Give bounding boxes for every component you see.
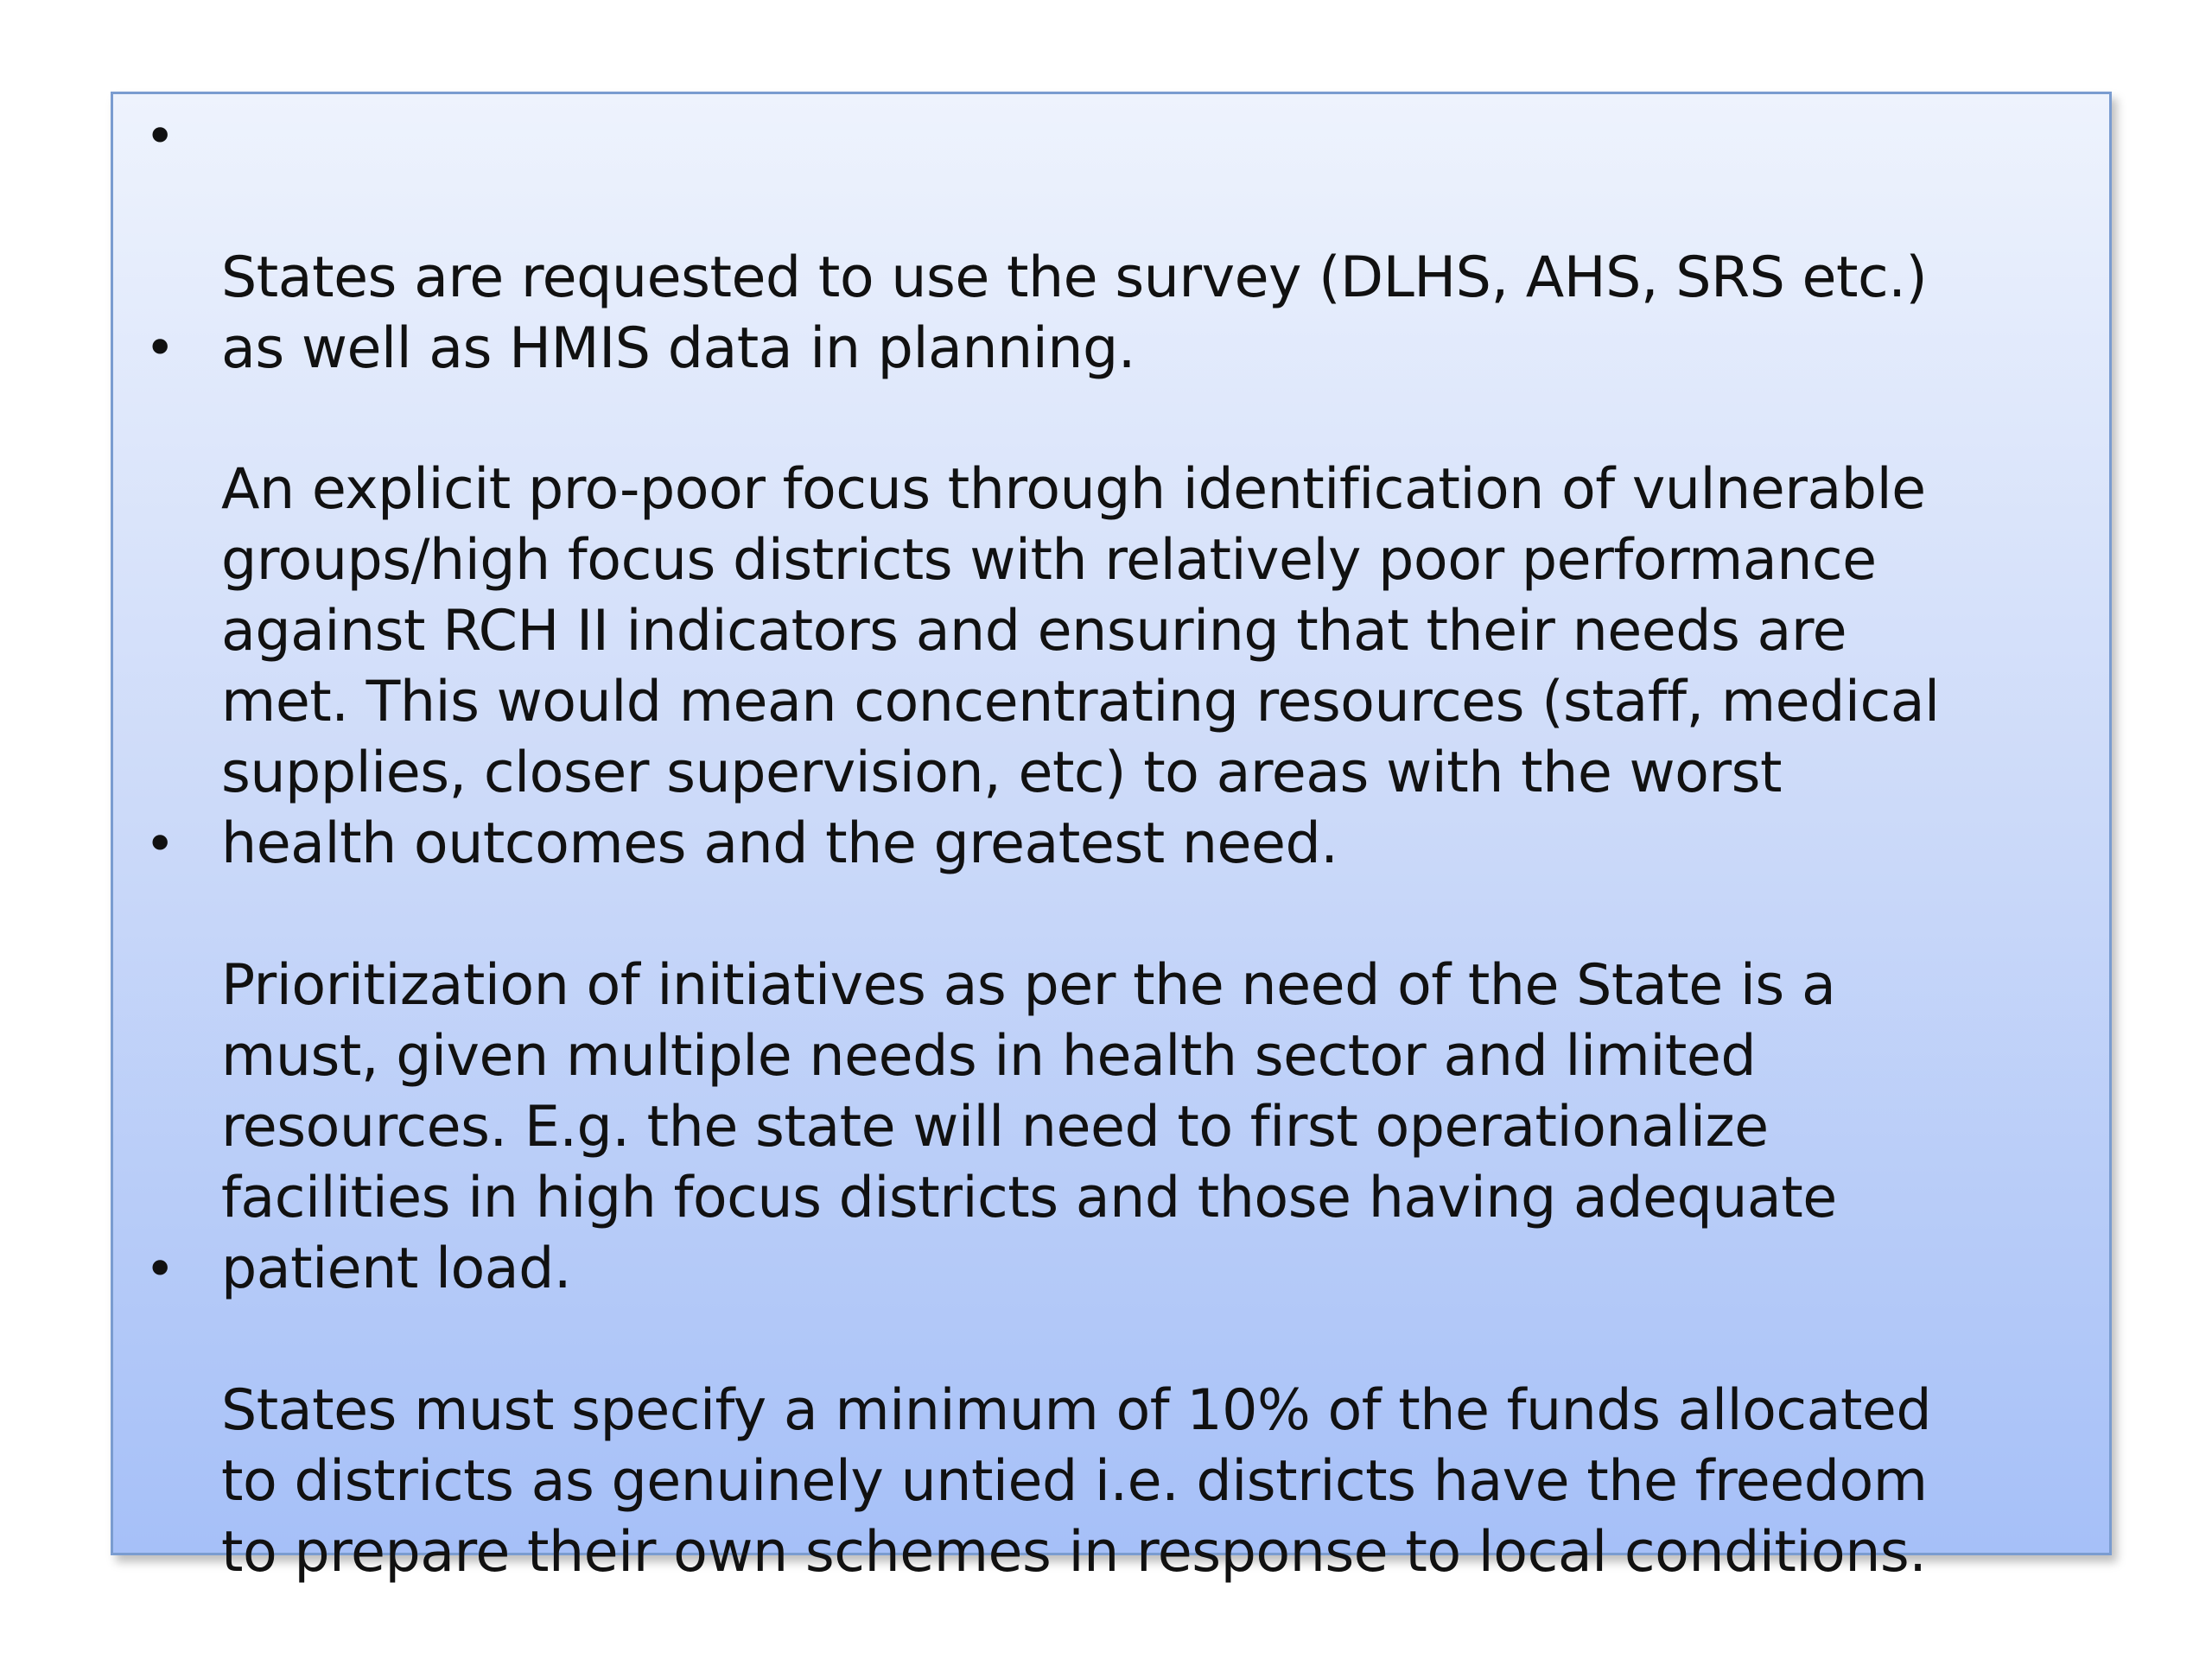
bullet-text: An explicit pro-poor focus through identification of vulnerable groups/high focus districts with relatively poor performance against RCH II indicators and ensuring that their needs are met. This would mean concentrating resources (staff, medical supplies, closer supervision, etc) to areas with the worst health outcomes and the greatest need. [221, 457, 1940, 876]
bullet-item [113, 1234, 1966, 1588]
bullet-item [113, 313, 1974, 880]
content-panel [111, 92, 2112, 1585]
bullet-item [113, 809, 1872, 1305]
bullet-point-icon: • [144, 1239, 175, 1300]
bullet-point-icon: • [144, 106, 175, 167]
bullet-text: States must specify a minimum of 10% of the funds allocated to districts as genuinely untied i.e. districts have the freedom to prepare their own schemes in response to local conditions. [221, 1378, 1932, 1585]
bullet-point-icon: • [144, 814, 175, 874]
bullet-point-icon: • [144, 318, 175, 378]
bullet-text: States are requested to use the survey (DLHS, AHS, SRS etc.) as well as HMIS data in planning. [221, 245, 1928, 381]
bullet-text: Prioritization of initiatives as per the need of the State is a must, given multiple needs in health sector and limited resources. E.g. the state will need to first operationalize facilities in high focus districts and those having adequate patient load. [221, 953, 1837, 1301]
